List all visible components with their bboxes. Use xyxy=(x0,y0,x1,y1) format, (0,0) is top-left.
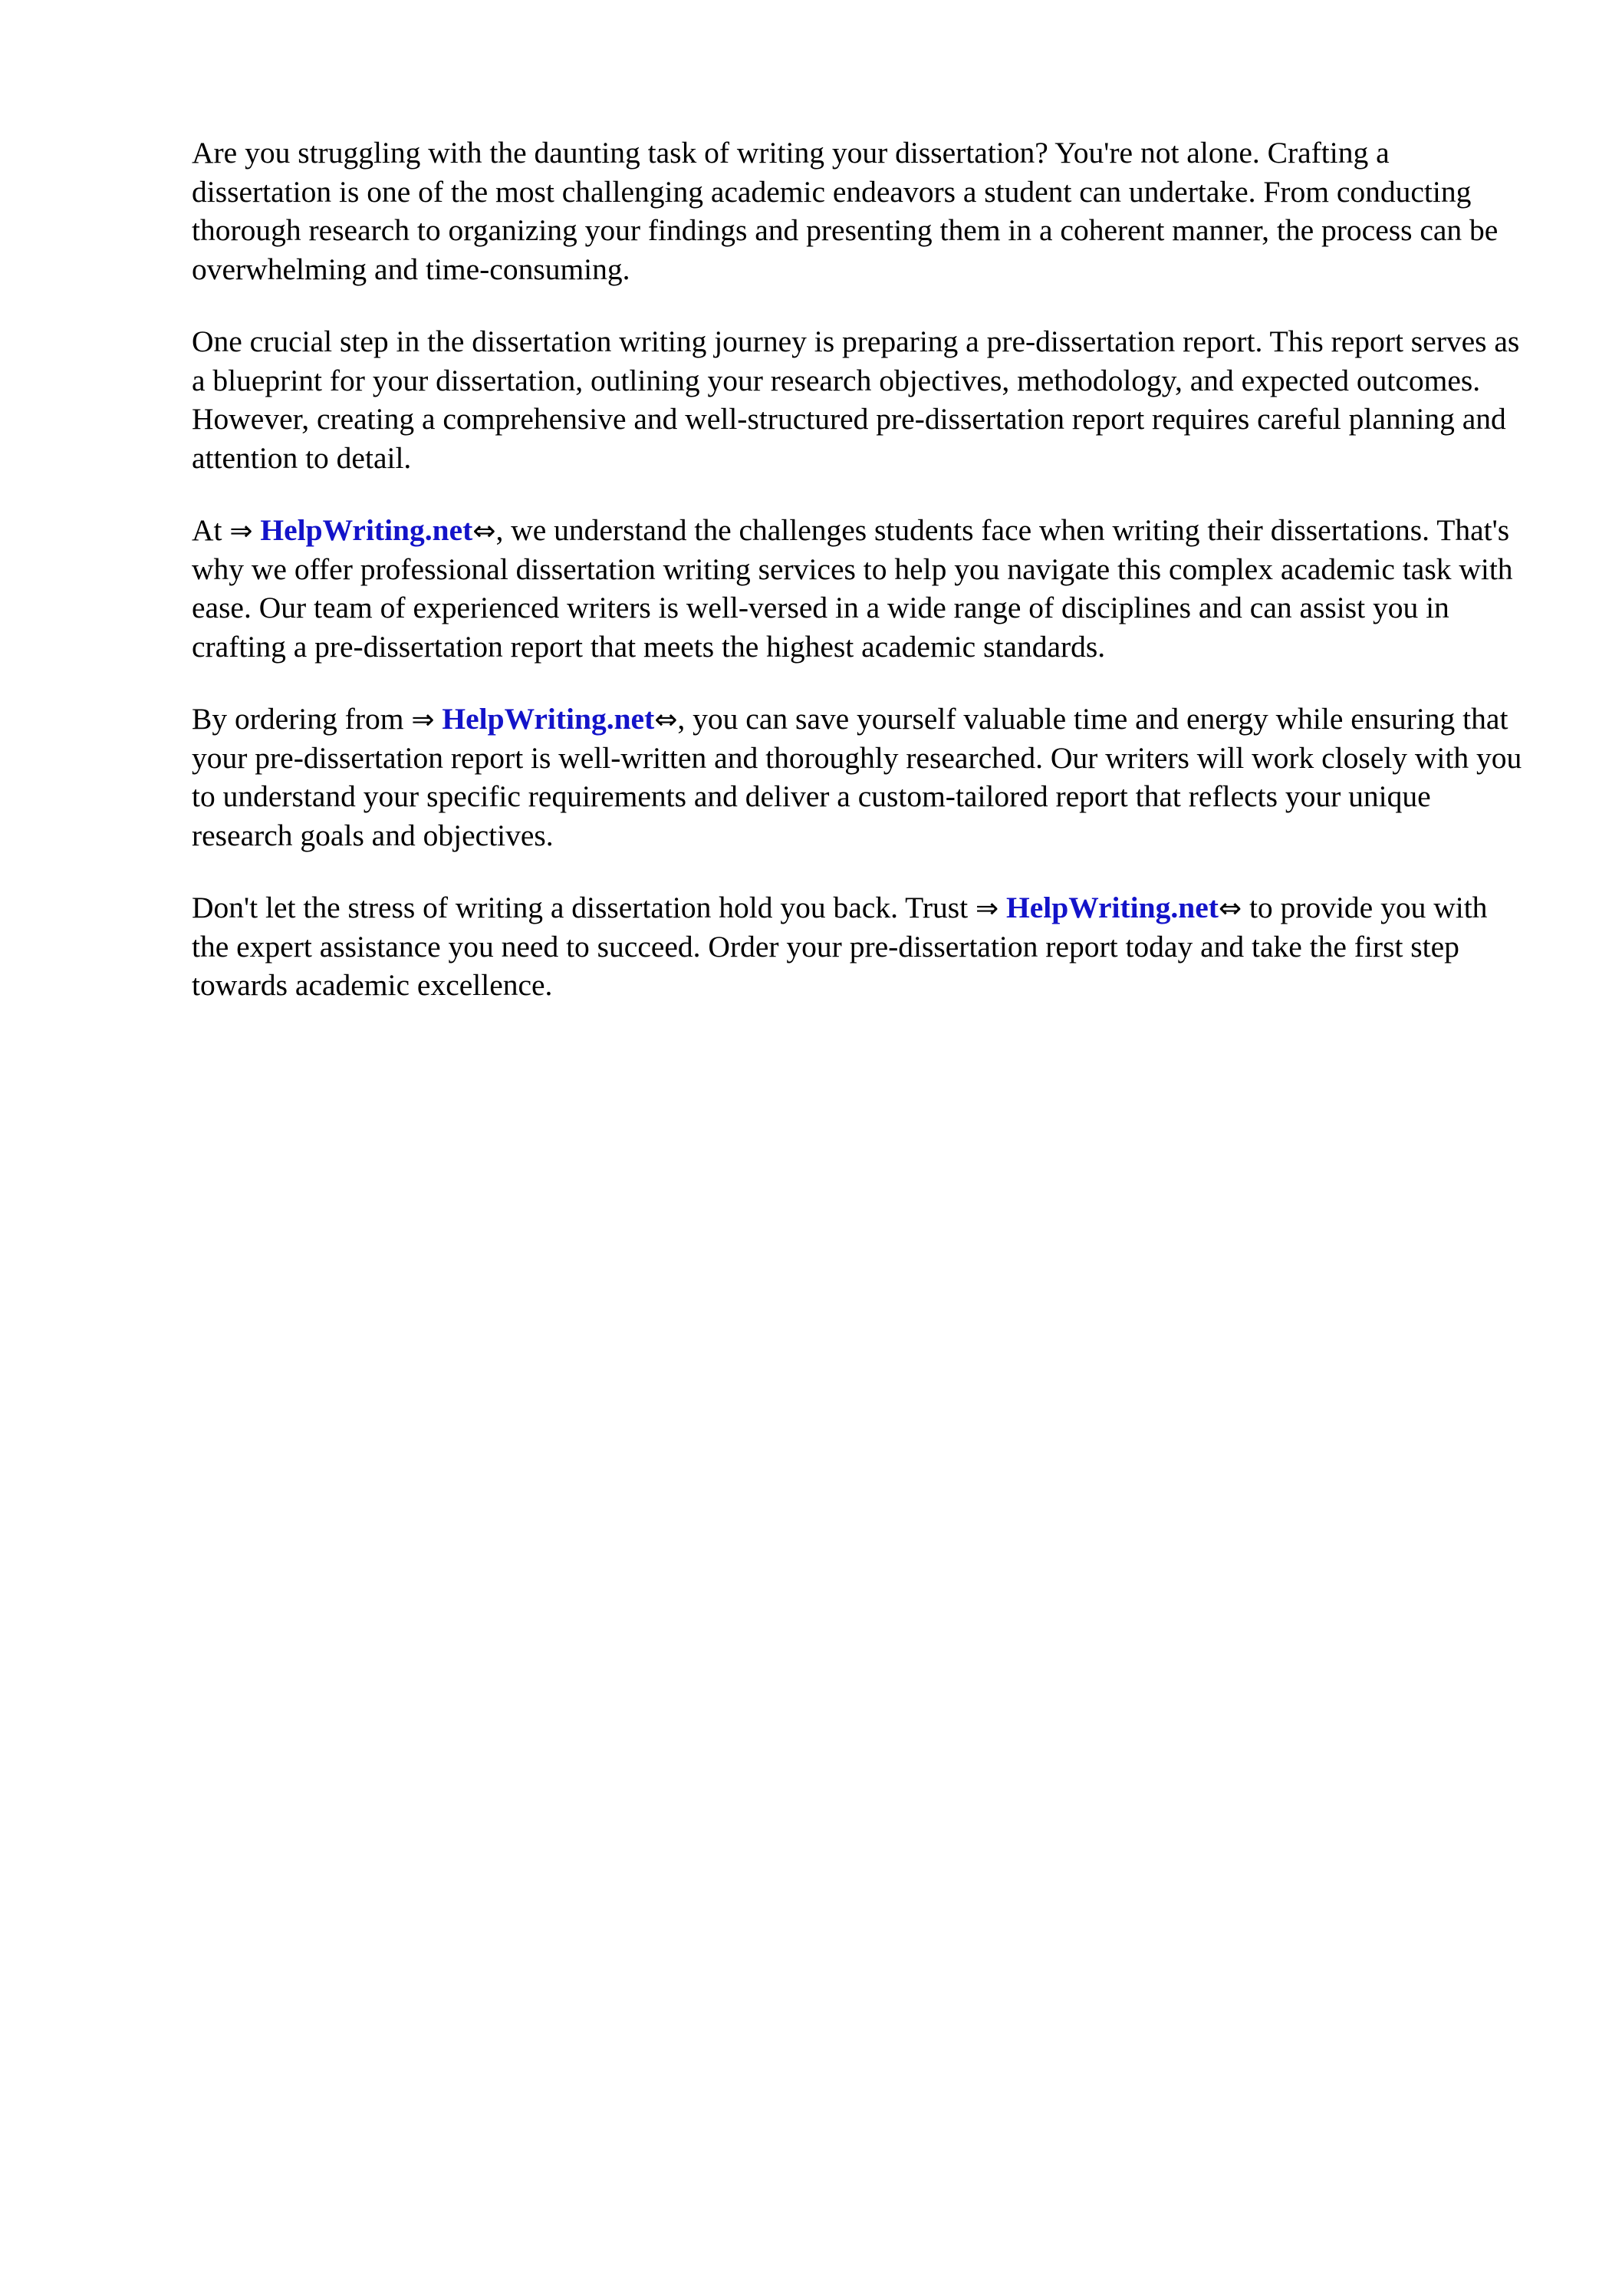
paragraph-ordering-lead: By ordering from xyxy=(192,702,412,736)
paragraph-ordering xyxy=(192,700,1526,855)
helpwriting-link[interactable]: HelpWriting.net xyxy=(442,702,655,736)
helpwriting-link[interactable]: HelpWriting.net xyxy=(1006,891,1219,924)
paragraph-services-rest: , we understand the challenges students face when writing their dissertations. That's why we offer professional dissertation writing services to help you navigate this complex academic task with ease. Our team of experienced writers is well-versed in a wide range of disciplines and can assist you in crafting a pre-dissertation report that meets the highest academic standards. xyxy=(192,513,1513,664)
right-arrow-icon: ⇒ xyxy=(975,893,999,924)
paragraph-closing-rest: to provide you with the expert assistance you need to succeed. Order your pre-dissertation report today and take the first step towards academic excellence. xyxy=(192,891,1488,1002)
helpwriting-link[interactable]: HelpWriting.net xyxy=(260,513,473,547)
paragraph-ordering-rest: , you can save yourself valuable time and energy while ensuring that your pre-dissertation report is well-written and thoroughly researched. Our writers will work closely with you to understand your specific requirements and deliver a custom-tailored report that reflects your unique research goals and objectives. xyxy=(192,702,1522,852)
paragraph-services-lead: At xyxy=(192,513,230,547)
right-arrow-icon: ⇒ xyxy=(229,516,253,547)
paragraph-services xyxy=(192,511,1526,666)
paragraph-closing xyxy=(192,888,1526,1005)
double-arrow-icon: ⇔ xyxy=(1218,893,1242,924)
right-arrow-icon: ⇒ xyxy=(411,704,435,736)
paragraph-pre-dissertation-report: One crucial step in the dissertation writing journey is preparing a pre-dissertation report. This report serves as a blueprint for your dissertation, outlining your research objectives, methodology, and expected outcomes. However, creating a comprehensive and well-structured pre-dissertation report requires careful planning and attention to detail. xyxy=(192,324,1520,475)
document-body xyxy=(192,133,1526,1039)
paragraph-intro: Are you struggling with the daunting task of writing your dissertation? You're not alone. Crafting a dissertation is one of the most challenging academic endeavors a student can undertake. From conducting thorough research to organizing your findings and presenting them in a coherent manner, the process can be overwhelming and time-consuming. xyxy=(192,136,1499,286)
paragraph-closing-lead: Don't let the stress of writing a dissertation hold you back. Trust xyxy=(192,891,976,924)
double-arrow-icon: ⇔ xyxy=(654,704,678,736)
double-arrow-icon: ⇔ xyxy=(472,516,496,547)
